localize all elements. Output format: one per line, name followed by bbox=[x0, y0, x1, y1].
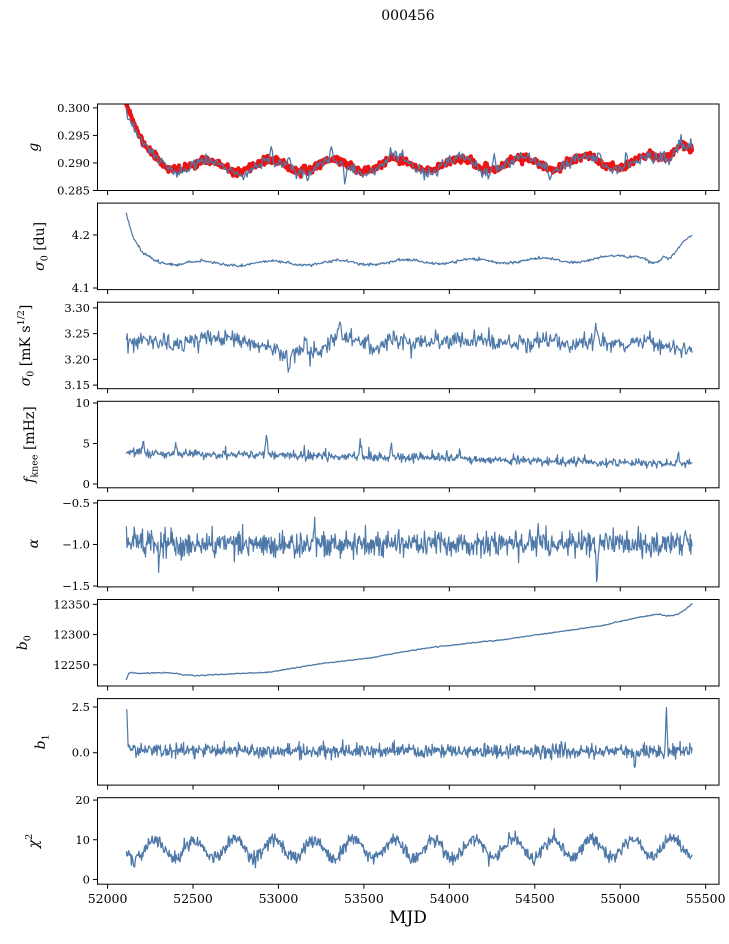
y-tick-label: 0 bbox=[82, 476, 90, 491]
y-tick-label: 0.285 bbox=[57, 183, 90, 198]
y-tick-label: 0.295 bbox=[57, 128, 90, 143]
y-tick-label: 0.290 bbox=[57, 155, 90, 170]
y-tick-label: 4.2 bbox=[71, 227, 90, 242]
y-tick-label: 10 bbox=[75, 832, 90, 847]
y-axis-label-chi2: $\chi^2$ bbox=[24, 833, 42, 849]
y-tick-label: 10 bbox=[75, 396, 90, 411]
y-axis-label-g: g bbox=[26, 142, 42, 152]
y-axis-label-b1: $b_1$ bbox=[33, 734, 52, 750]
y-axis-label-alpha: α bbox=[26, 538, 42, 549]
y-tick-label: 0.0 bbox=[71, 745, 90, 760]
axes-spines bbox=[98, 401, 720, 488]
y-tick-label: 12350 bbox=[53, 597, 90, 612]
x-tick-label: 52500 bbox=[173, 891, 213, 907]
x-tick-label: 53000 bbox=[258, 891, 299, 907]
series-b0 bbox=[126, 604, 692, 680]
axes-spines bbox=[98, 699, 720, 786]
panel-b0 bbox=[15, 597, 719, 690]
series-sigma0-mK bbox=[126, 322, 692, 372]
y-tick-label: 2.5 bbox=[71, 700, 90, 715]
y-axis-label-sigma0_mK: $\sigma_0$ [mK $s^{1/2}$] bbox=[16, 304, 37, 387]
series-alpha bbox=[126, 517, 692, 581]
axes-spines bbox=[98, 302, 720, 389]
series-chi2 bbox=[126, 829, 692, 868]
x-tick-label: 54500 bbox=[514, 891, 555, 907]
axes-spines bbox=[98, 600, 720, 687]
y-tick-label: 5 bbox=[82, 436, 90, 451]
y-tick-label: 12300 bbox=[53, 627, 90, 642]
y-tick-label: 3.25 bbox=[64, 326, 90, 341]
panel-g bbox=[26, 101, 719, 198]
axes-spines bbox=[98, 203, 720, 290]
series-b1 bbox=[126, 708, 692, 768]
y-tick-label: 0.300 bbox=[57, 100, 90, 115]
x-tick-label: 55000 bbox=[600, 891, 641, 907]
series-sigma0-du bbox=[126, 213, 692, 267]
y-tick-label: −1.0 bbox=[62, 537, 90, 552]
y-axis-label-f_knee: $f_{knee}$ [mHz] bbox=[22, 406, 41, 483]
y-axis-label-sigma0_du: $\sigma_0$ [du] bbox=[32, 221, 51, 271]
y-tick-label: 20 bbox=[75, 793, 90, 808]
y-tick-label: 3.20 bbox=[64, 352, 90, 367]
panel-chi2 bbox=[24, 793, 726, 906]
panel-f_knee bbox=[22, 396, 719, 492]
y-tick-label: 4.1 bbox=[71, 281, 90, 296]
panel-alpha bbox=[26, 496, 719, 593]
series-f-knee bbox=[126, 435, 692, 468]
y-tick-label: 0 bbox=[82, 872, 90, 887]
x-tick-label: 53500 bbox=[344, 891, 384, 907]
x-tick-label: 54000 bbox=[429, 891, 470, 907]
y-tick-label: −1.5 bbox=[62, 578, 90, 593]
series-g-blue bbox=[126, 109, 692, 183]
x-tick-label: 52000 bbox=[87, 891, 128, 907]
panel-sigma0_du bbox=[32, 203, 719, 295]
figure-title: 000456 bbox=[381, 8, 435, 24]
y-tick-label: 12250 bbox=[53, 657, 90, 672]
panel-b1 bbox=[33, 699, 719, 790]
y-tick-label: 3.30 bbox=[64, 300, 90, 315]
y-axis-label-b0: $b_0$ bbox=[15, 635, 34, 651]
y-tick-label: −0.5 bbox=[62, 495, 90, 510]
x-tick-label: 55500 bbox=[685, 891, 726, 907]
x-axis-label: MJD bbox=[389, 908, 427, 928]
y-tick-label: 3.15 bbox=[64, 378, 90, 393]
axes-spines bbox=[98, 104, 720, 191]
panel-sigma0_mK bbox=[16, 301, 719, 393]
